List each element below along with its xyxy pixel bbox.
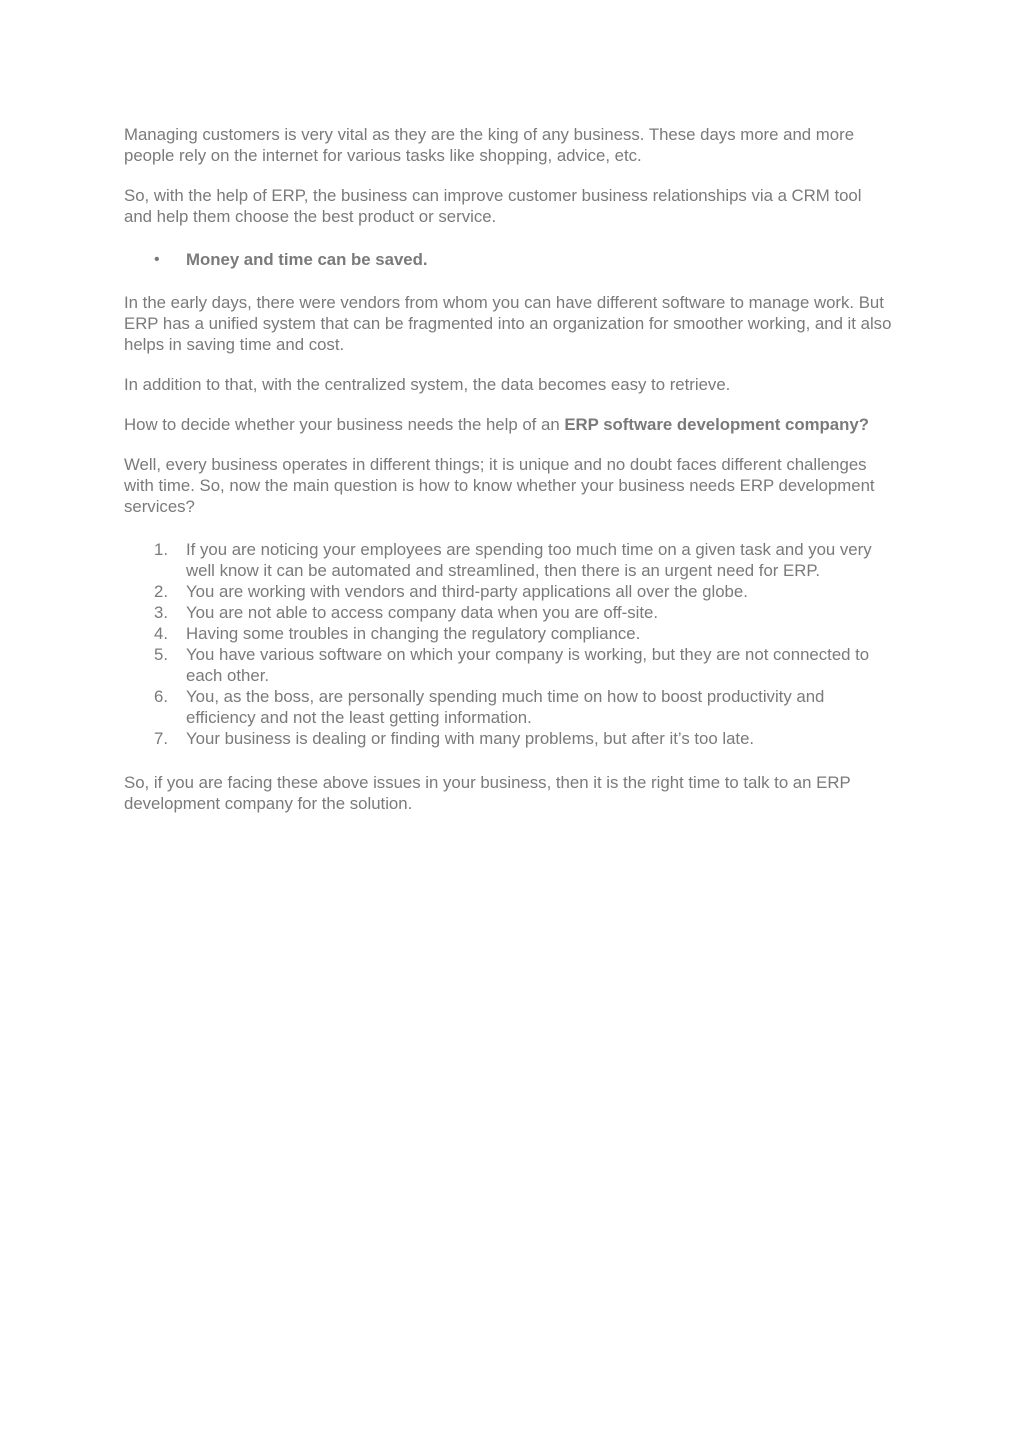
list-item	[124, 728, 894, 749]
list-item-text: You, as the boss, are personally spending much time on how to boost productivity and efficiency and not the least getting information.	[186, 687, 825, 727]
bullet-item-money-time	[124, 246, 894, 270]
paragraph-centralized: In addition to that, with the centralized system, the data becomes easy to retrieve.	[124, 375, 731, 394]
list-item	[124, 602, 894, 623]
list-marker: 5.	[154, 645, 168, 664]
list-item	[124, 539, 894, 581]
paragraph-closing: So, if you are facing these above issues in your business, then it is the right time to talk to an ERP development company for the solution.	[124, 773, 851, 813]
list-marker: 1.	[154, 540, 168, 559]
list-item-text: You have various software on which your company is working, but they are not connected to each other.	[186, 645, 870, 685]
paragraph-early-days: In the early days, there were vendors from whom you can have different software to manage work. But ERP has a unified system that can be fragmented into an organization for smoother working, and it also helps in saving time and cost.	[124, 293, 892, 354]
list-item-text: Your business is dealing or finding with many problems, but after it’s too late.	[186, 729, 755, 748]
document-body	[124, 124, 894, 833]
list-item	[124, 644, 894, 686]
list-item-text: You are not able to access company data when you are off-site.	[186, 603, 659, 622]
list-item	[124, 623, 894, 644]
list-marker: 3.	[154, 603, 168, 622]
list-marker: 6.	[154, 687, 168, 706]
question-bold: ERP software development company?	[564, 415, 869, 434]
list-item	[124, 686, 894, 728]
bullet-list	[124, 246, 894, 270]
list-item-text: Having some troubles in changing the regulatory compliance.	[186, 624, 641, 643]
paragraph-well: Well, every business operates in different things; it is unique and no doubt faces different challenges with time. So, now the main question is how to know whether your business needs ERP development services?	[124, 455, 875, 516]
paragraph-customers: Managing customers is very vital as they are the king of any business. These days more and more people rely on the internet for various tasks like shopping, advice, etc.	[124, 125, 855, 165]
list-item-text: If you are noticing your employees are spending too much time on a given task and you very well know it can be automated and streamlined, then there is an urgent need for ERP.	[186, 540, 872, 580]
paragraph-question	[124, 414, 894, 435]
list-marker: 4.	[154, 624, 168, 643]
bullet-icon: •	[154, 251, 160, 268]
list-item-text: You are working with vendors and third-party applications all over the globe.	[186, 582, 748, 601]
paragraph-crm: So, with the help of ERP, the business can improve customer business relationships via a CRM tool and help them choose the best product or service.	[124, 186, 862, 226]
bullet-heading: Money and time can be saved.	[186, 250, 428, 269]
list-item	[124, 581, 894, 602]
numbered-list	[124, 536, 894, 749]
list-marker: 7.	[154, 729, 168, 748]
list-marker: 2.	[154, 582, 168, 601]
question-lead: How to decide whether your business needs the help of an	[124, 415, 565, 434]
